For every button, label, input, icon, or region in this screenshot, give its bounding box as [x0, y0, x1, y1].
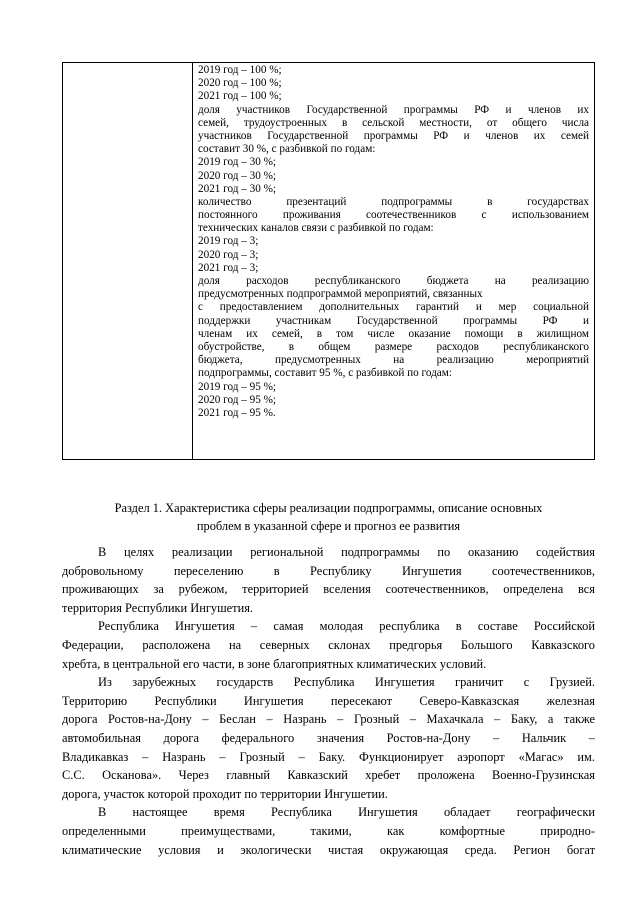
body-text-line: В настоящее время Республика Ингушетия обладает географически: [98, 805, 595, 820]
body-text-line: дорога, участок которой проходит по территории Ингушетии.: [62, 786, 388, 801]
table-text-line: членам их семей, в том числе оказание помощи в жилищном: [198, 327, 589, 340]
table-text-line: обустройстве, в общем размере расходов республиканского: [198, 340, 589, 353]
table-text-line: поддержки участникам Государственной программы РФ и: [198, 314, 589, 327]
table-text-line: доля расходов республиканского бюджета на реализацию: [198, 275, 589, 287]
body-text-line: Республика Ингушетия – самая молодая республика в составе Российской: [98, 619, 595, 634]
table-text-line: 2020 год – 3;: [198, 248, 259, 261]
body-text-line: климатические условия и экологически чистая окружающая среда. Регион богат: [62, 842, 595, 857]
body-text-line: В целях реализации региональной подпрограммы по оказанию содействия: [98, 545, 595, 559]
body-text-line: Владикавказ – Назрань – Грозный – Баку. Функционирует аэропорт «Магас» им.: [62, 749, 595, 764]
table-text-line: бюджета, предусмотренных на реализацию мероприятий: [198, 354, 589, 367]
section-heading: [62, 499, 595, 535]
table-text-line: 2019 год – 95 %;: [198, 380, 277, 393]
body-text-line: Из зарубежных государств Республика Ингушетия граничит с Грузией.: [98, 675, 595, 690]
table-text-line: 2021 год – 3;: [198, 261, 259, 274]
table-text-line: 2019 год – 30 %;: [198, 156, 277, 169]
table-text-line: 2019 год – 100 %;: [198, 64, 282, 76]
body-text-line: автомобильная дорога федерального значения Ростов-на-Дону – Нальчик –: [62, 730, 595, 745]
table-text-line: составит 30 %, с разбивкой по годам:: [198, 143, 376, 156]
table-text-line: предусмотренных подпрограммой мероприятий, связанных: [198, 288, 483, 301]
body-text-line: определенными преимуществами, такими, как комфортные природно-: [62, 823, 595, 838]
table-text-line: технических каналов связи с разбивкой по годам:: [198, 222, 434, 235]
body-text-line: территория Республики Ингушетия.: [62, 600, 254, 615]
goals-table: [62, 62, 595, 460]
body-text-line: Территорию Республики Ингушетия пересекают Северо-Кавказская железная: [62, 693, 595, 708]
table-text-line: 2021 год – 100 %;: [198, 90, 282, 103]
table-text-line: 2019 год – 3;: [198, 235, 259, 248]
table-text-line: участников Государственной программы РФ и членов их семей: [198, 129, 589, 142]
body-text-line: дорога Ростов-на-Дону – Беслан – Назрань – Грозный – Махачкала – Баку, а также: [62, 712, 595, 727]
body-text-line: добровольному переселению в Республику Ингушетия соотечественников,: [62, 563, 595, 578]
table-text-line: 2021 год – 95 %.: [198, 406, 276, 419]
table-text-line: 2020 год – 30 %;: [198, 169, 277, 182]
table-text-line: 2020 год – 95 %;: [198, 393, 277, 406]
body-text-line: С.С. Осканова». Через главный Кавказский хребет проложена Военно-Грузинская: [62, 768, 595, 783]
table-text-line: семей, трудоустроенных в сельской местности, от общего числа: [198, 116, 589, 129]
body-text-line: Федерации, расположена на северных склонах предгорья Большого Кавказского: [62, 637, 595, 652]
body-text-line: проживающих за рубежом, территорией вселения соотечественников, определена вся: [62, 582, 595, 597]
table-left-cell: [63, 63, 193, 459]
table-text-line: подпрограммы, составит 95 %, с разбивкой по годам:: [198, 367, 452, 380]
section-heading-line-2: проблем в указанной сфере и прогноз ее развития: [196, 519, 461, 533]
table-text-line: доля участников Государственной программы РФ и членов их: [198, 103, 589, 116]
table-text-line: 2020 год – 100 %;: [198, 77, 282, 90]
table-text-line: 2021 год – 30 %;: [198, 182, 277, 195]
table-right-cell: [198, 64, 589, 420]
table-text-line: постоянного проживания соотечественников с использованием: [198, 209, 589, 222]
body-text: [62, 543, 595, 859]
table-text-line: с предоставлением дополнительных гарантий и мер социальной: [198, 301, 589, 314]
table-text-line: количество презентаций подпрограммы в государствах: [198, 195, 589, 208]
body-text-line: хребта, в центральной его части, в зоне благоприятных климатических условий.: [62, 656, 487, 671]
section-heading-line-1: Раздел 1. Характеристика сферы реализации подпрограммы, описание основных: [114, 501, 543, 515]
